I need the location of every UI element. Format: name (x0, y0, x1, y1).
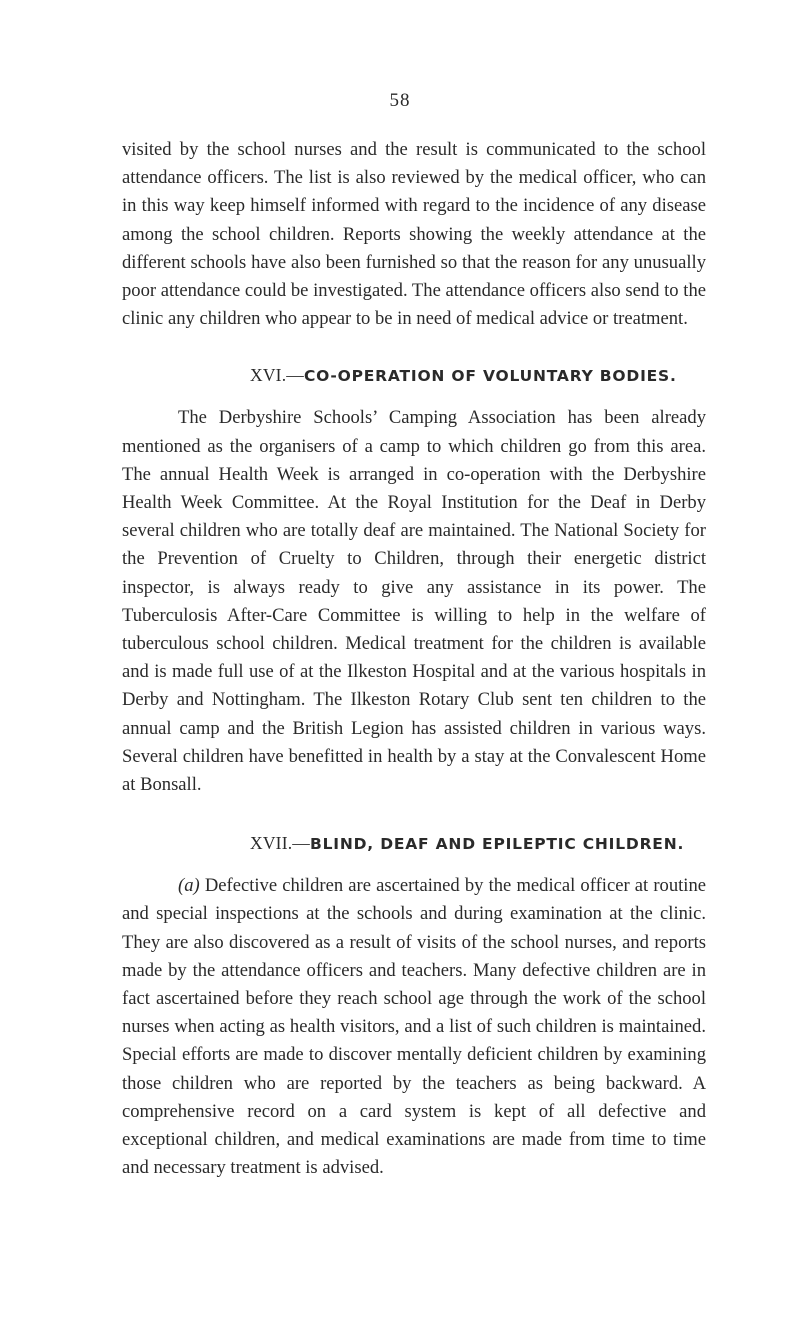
intro-paragraph: visited by the school nurses and the result is communicated to the school attendance officers. The list is also reviewed by the medical officer, who can in this way keep himself informed with regard to the incidence of any disease among the school children. Reports showing the weekly attendance at the different schools have also been furnished so that the reason for any unusually poor attendance could be investigated. The attendance officers also send to the clinic any children who appear to be in need of medical advice or treatment. (122, 139, 706, 330)
section-title-xvi: CO-OPERATION OF VOLUNTARY BODIES. (303, 367, 677, 386)
section-heading-xvii (122, 829, 706, 858)
voluntary-bodies-paragraph: The Derbyshire Schools’ Camping Association has been already mentioned as the organisers of a camp to which children go from this area. The annual Health Week is arranged in co-operation with the Derbyshire Health Week Committee. At the Royal Institution for the Deaf in Derby several children who are totally deaf are maintained. The National Society for the Prevention of Cruelty to Children, through their energetic district inspector, is always ready to give any assistance in its power. The Tuberculosis After-Care Committee is willing to help in the welfare of tuberculous school children. Medical treatment for the children is available and is made full use of at the Ilkeston Hospital and at the various hospitals in Derby and Nottingham. The Ilkeston Rotary Club sent ten children to the annual camp and the British Legion has assisted children in various ways. Several children have benefitted in health by a stay at the Convalescent Home at Bonsall. (122, 407, 706, 796)
subsection-label-a: (a) (178, 875, 200, 897)
defective-children-text: Defective children are ascertained by the medical officer at routine and special inspections at the schools and during examination at the clinic. They are also discovered as a result of visits of the school nurses, and reports made by the attendance officers and teachers. Many defective children are in fact ascertained before they reach school age through the work of the school nurses when acting as health visitors, and a list of such children is maintained. Special efforts are made to discover mentally deficient children by examining those children who are reported by the teachers as being backward. A comprehensive record on a card system is kept of all defective and exceptional children, and medical examinations are made from time to time and necessary treatment is advised. (122, 875, 706, 1179)
page-number: 58 (389, 90, 411, 111)
section-number-xvii: XVII.— (250, 833, 311, 854)
section-heading-xvi (122, 361, 706, 390)
section-number-xvi: XVI.— (250, 365, 304, 386)
page-body (122, 136, 706, 1183)
section-title-xvii: BLIND, DEAF AND EPILEPTIC CHILDREN. (310, 835, 685, 854)
defective-children-paragraph (122, 872, 706, 1182)
